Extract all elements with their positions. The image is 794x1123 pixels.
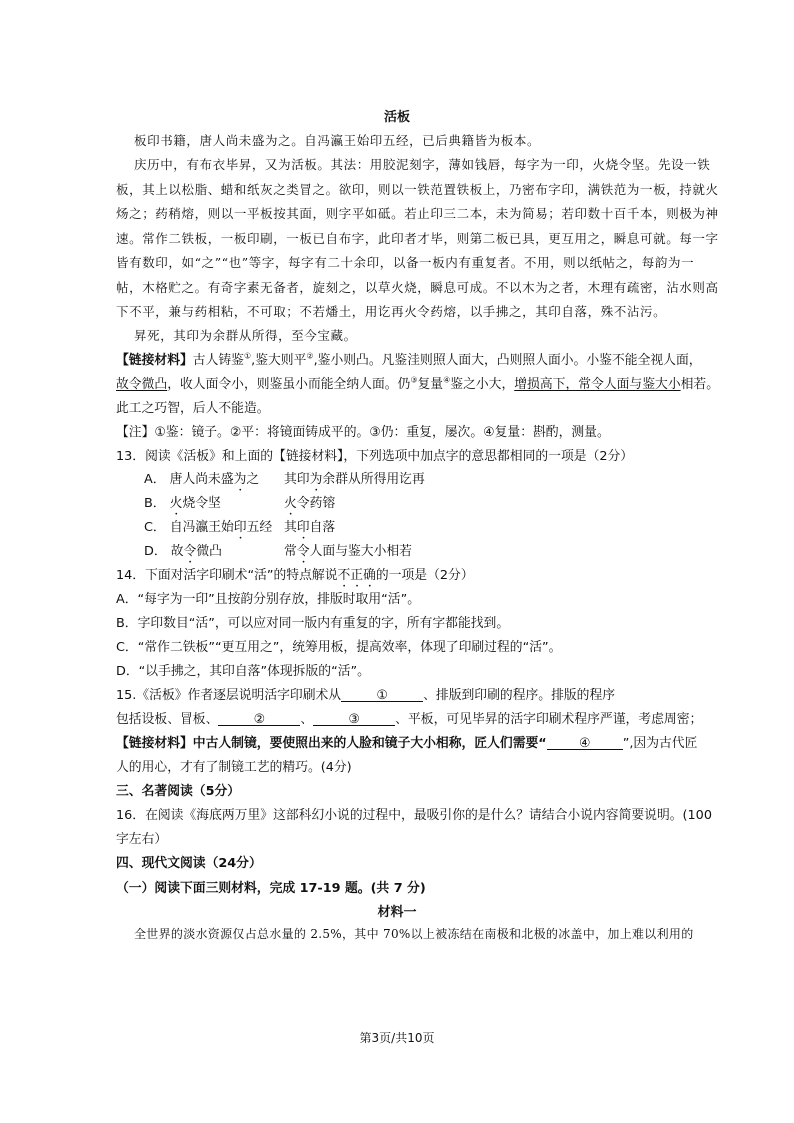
q13-option-c-right: 其印自落 <box>284 520 336 535</box>
question-14-stem: 14．下面对活字印刷术“活”的特点解说不正确的一项是（2分） <box>116 568 474 583</box>
passage-line: 下不平，兼与药相粘，不可取；不若燔土，用讫再火令药熔，以手拂之，其印自落，殊不沾污。 <box>116 304 667 319</box>
passage-line: 炀之；药稍熔，则以一平板按其面，则字平如砥。若止印三二本，未为简易；若印数十百千本，则极为神 <box>116 206 719 221</box>
subsection-heading: （一）阅读下面三则材料，完成 17-19 题。(共 7 分) <box>116 881 426 896</box>
link-material-line: 【链接材料】古人铸鉴①,鉴大则平②,鉴小则凸。凡鉴洼则照人面大，凸则照人面小。小鉴不能全视人面， <box>116 351 702 368</box>
passage-paragraph: 板印书籍，唐人尚未盛为之。自冯瀛王始印五经，已后典籍皆为板本。 <box>134 133 541 148</box>
underlined-phrase: 故令微凸 <box>116 377 168 392</box>
answer-blank[interactable]: ③ <box>313 712 395 726</box>
q13-option-d-right: 常令人面与鉴大小相若 <box>284 544 412 559</box>
question-15-line: 15.《活板》作者逐层说明活字印刷术从 ① 、排版到印刷的程序。排版的程序 <box>116 688 616 703</box>
question-16-line: 16．在阅读《海底两万里》这部科幻小说的过程中，最吸引你的是什么？请结合小说内容简要说明。(100 <box>116 808 712 823</box>
passage-title: 活板 <box>383 110 410 125</box>
question-15-line: 人的用心，才有了制镜工艺的精巧。(4分) <box>116 760 352 775</box>
material-text: 全世界的淡水资源仅占总水量的 2.5%，其中 70%以上被冻结在南极和北极的冰盖中，加上难以利用的 <box>134 927 694 941</box>
q14-option-d: D．“以手拂之，其印自落”体现拆版的“活”。 <box>116 664 370 679</box>
page-number: 第3页/共10页 <box>359 1031 435 1045</box>
link-material-line: 此工之巧智，后人不能造。 <box>116 401 270 416</box>
question-15-line: 【链接材料】中古人制镜，要使照出来的人脸和镜子大小相称，匠人们需要“ ④ ”,因为古代匠 <box>116 736 698 751</box>
passage-line: 速。常作二铁板，一板印刷，一板已自布字，此印者才毕，则第二板已具，更互用之，瞬息可就。每一字 <box>116 231 719 246</box>
q14-option-b: B．字印数目“活”，可以应对同一版内有重复的字，所有字都能找到。 <box>116 616 510 631</box>
q13-option-b-right: 火令药镕 <box>284 496 336 511</box>
answer-blank[interactable]: ④ <box>547 736 623 750</box>
question-15-line: 包括设板、冒板、 ② 、 ③ 、平板，可见毕昇的活字印刷术程序严谨，考虑周密； <box>116 712 703 727</box>
link-material-line: 故令微凸，收人面令小，则鉴虽小而能全纳人面。仍③复量④鉴之小大，增损高下，常令人面与鉴大小相若。 <box>116 375 719 392</box>
passage-line: 帖，木格贮之。有奇字素无备者，旋刻之，以草火烧，瞬息可成。不以木为之者，木理有疏密，沾水则高 <box>116 280 719 295</box>
question-16-line: 字左右） <box>116 832 168 847</box>
section-heading: 四、现代文阅读（24分） <box>116 856 262 871</box>
q13-option-b-left: B． 火烧令坚 <box>144 496 221 511</box>
passage-line: 皆有数印，如“之”“也”等字，每字有二十余印，以备一板内有重复者。不用，则以纸帖之，每韵为一 <box>116 255 695 270</box>
question-13-stem: 13．阅读《活板》和上面的【链接材料】，下列选项中加点字的意思都相同的一项是（2分） <box>116 449 634 464</box>
answer-blank[interactable]: ① <box>341 688 423 702</box>
passage-paragraph: 庆历中，有布衣毕昇，又为活板。其法：用胶泥刻字，薄如钱唇，每字为一印，火烧令坚。先设一铁 <box>134 157 711 172</box>
section-heading: 三、名著阅读（5分） <box>116 784 241 799</box>
q13-option-d-left: D． 故令微凸 <box>144 544 222 559</box>
answer-blank[interactable]: ② <box>218 712 300 726</box>
material-title: 材料一 <box>377 905 417 920</box>
q13-option-a-left: A． 唐人尚未盛为之 <box>144 472 260 487</box>
passage-line: 板，其上以松脂、蜡和纸灰之类冒之。欲印，则以一铁范置铁板上，乃密布字印，满铁范为一板，持就火 <box>116 182 719 197</box>
q13-option-a-right: 其印为余群从所得用讫再 <box>284 472 425 487</box>
underlined-phrase: 增损高下，常令人面与鉴大小 <box>514 377 681 392</box>
q14-option-c: C．“常作二铁板”“更互用之”，统筹用板，提高效率，体现了印刷过程的“活”。 <box>116 640 562 655</box>
annotation-note: 【注】①鉴：镜子。②平：将镜面铸成平的。③仍：重复，屡次。④复量：斟酌，测量。 <box>116 425 610 440</box>
link-material-label: 【链接材料】 <box>116 353 193 368</box>
passage-paragraph: 昇死，其印为余群从所得，至今宝藏。 <box>134 328 357 343</box>
q13-option-c-left: C． 自冯瀛王始印五经 <box>144 520 273 535</box>
q14-option-a: A．“每字为一印”且按韵分别存放，排版时取用“活”。 <box>116 592 421 607</box>
